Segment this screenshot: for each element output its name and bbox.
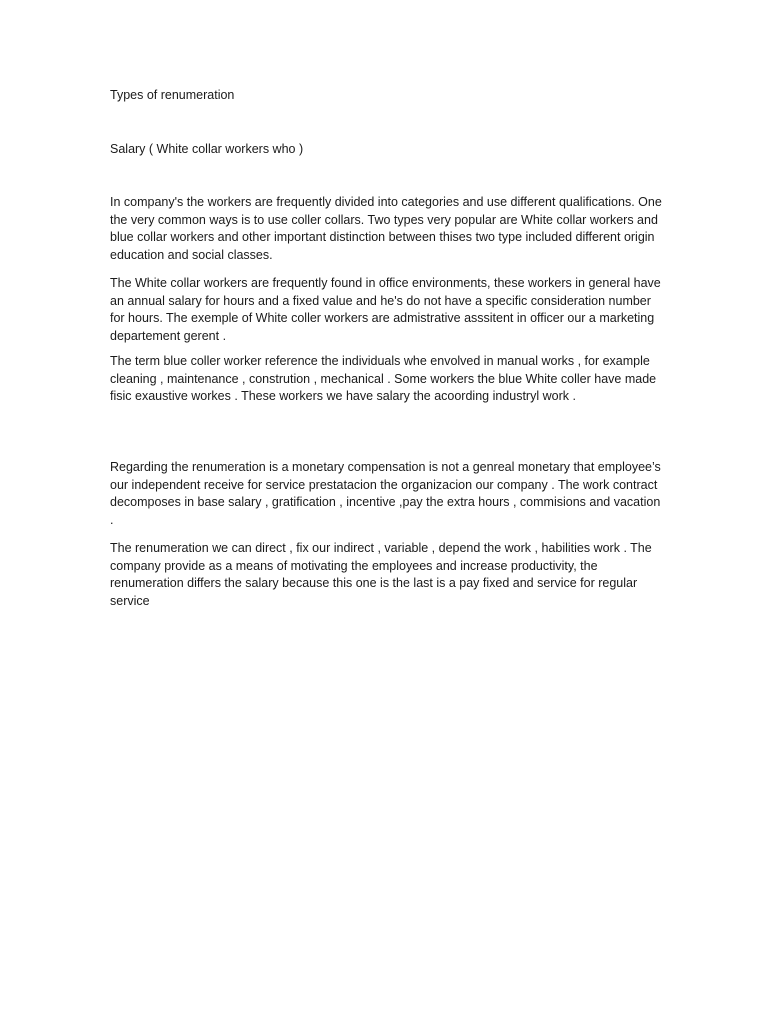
paragraph-white-collar: The White collar workers are frequently found in office environments, these workers in general have an annual salary for hours and a fixed value and he's do not have a specific consideration number for hours. The exemple of White coller workers are admistrative asssitent in officer our a marketing departement gerent . <box>110 276 661 343</box>
paragraph-renumeration-types: The renumeration we can direct , fix our indirect , variable , depend the work , habilities work . The company provide as a means of motivating the employees and increase productivity, the renumeration differs the salary because this one is the last is a pay fixed and service for regular service <box>110 541 652 608</box>
paragraph-worker-categories: In company's the workers are frequently divided into categories and use different qualifications. One the very common ways is to use coller collars. Two types very popular are White collar workers and blue collar workers and other important distinction between thises two type included different origin education and social classes. <box>110 195 662 262</box>
paragraph-renumeration-definition: Regarding the renumeration is a monetary compensation is not a genreal monetary that employee’s our independent receive for service prestatacion the organizacion our company . The work contract decomposes in base salary , gratification , incentive ,pay the extra hours , commisions and vacation . <box>110 460 661 527</box>
paragraph-blue-collar: The term blue coller worker reference the individuals whe envolved in manual works , for example cleaning , maintenance , constrution , mechanical . Some workers the blue White coller have made fisic exaustive workes . These workers we have salary the acoording industryl work . <box>110 354 657 404</box>
document-title: Types of renumeration <box>110 88 235 102</box>
section-heading-salary: Salary ( White collar workers who ) <box>110 142 304 156</box>
